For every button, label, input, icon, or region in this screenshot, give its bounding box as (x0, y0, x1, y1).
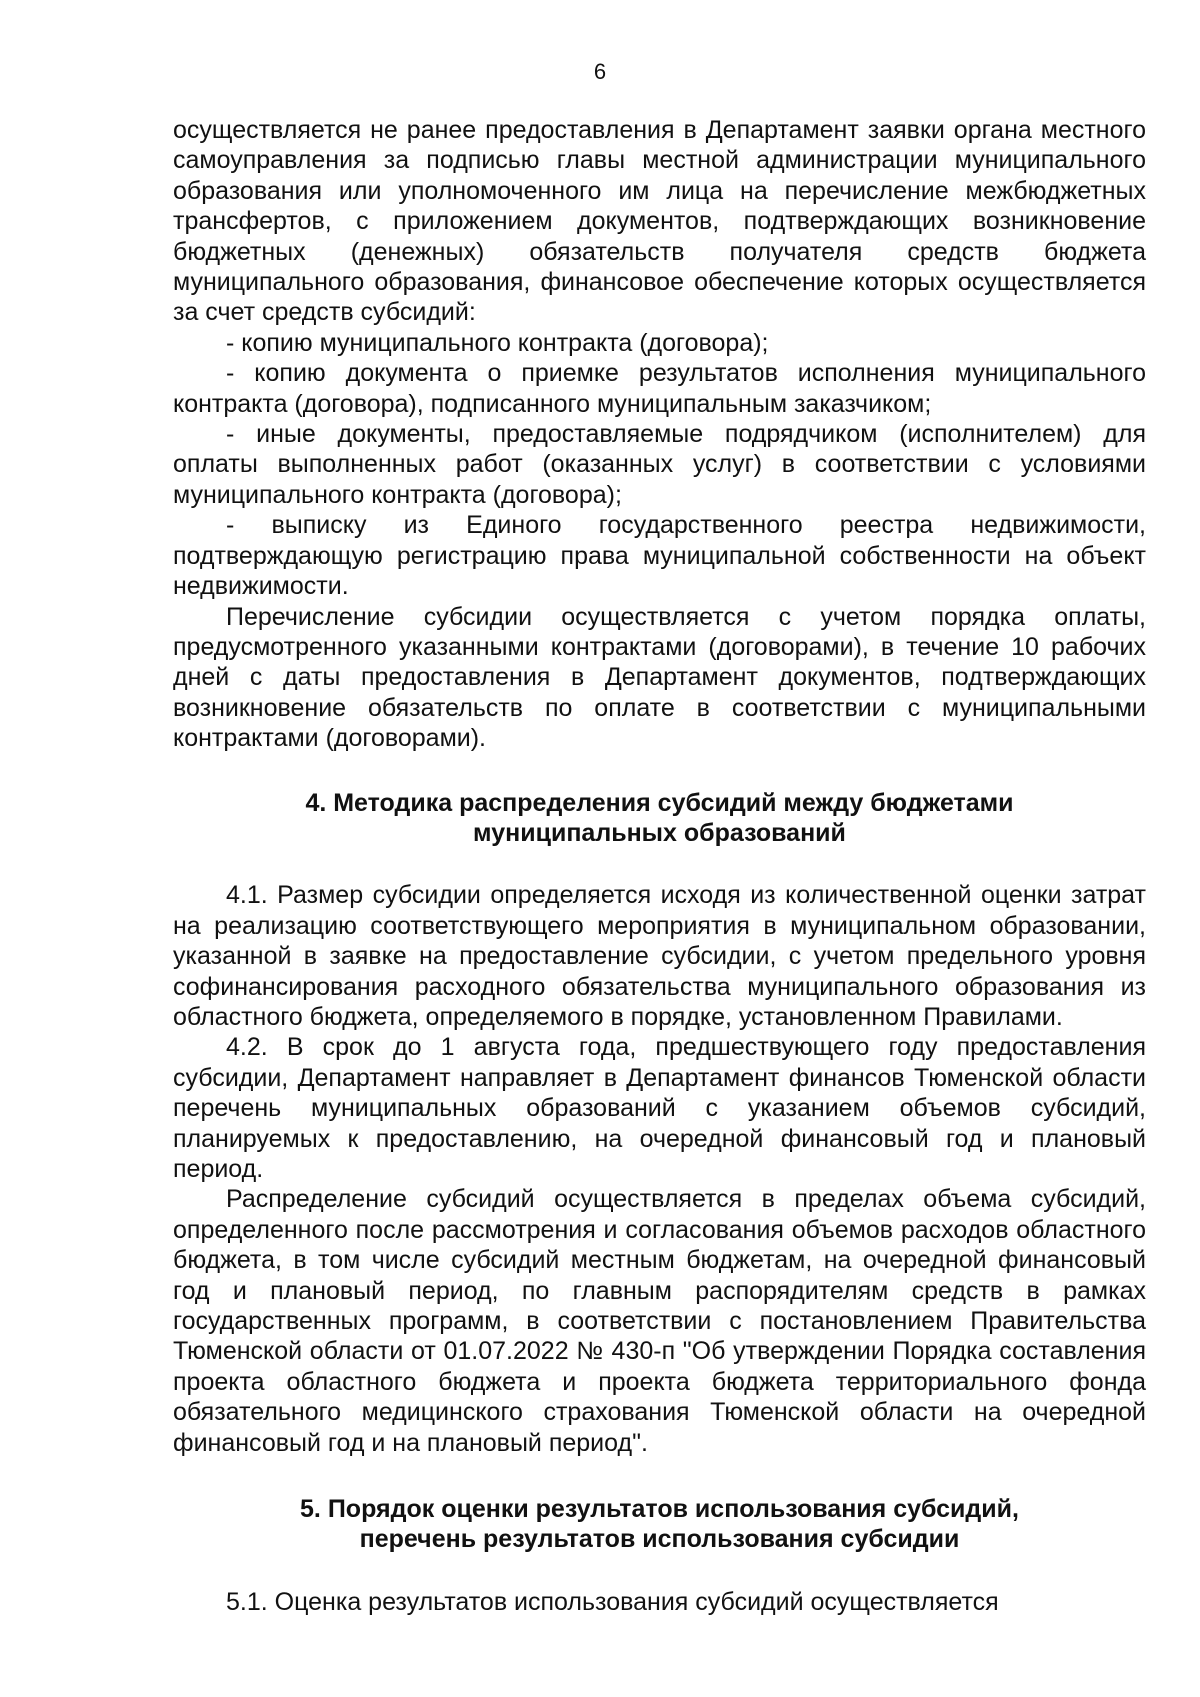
section-heading (173, 788, 1146, 849)
section-heading-line: перечень результатов использования субсидии (359, 1525, 960, 1554)
paragraph: осуществляется не ранее предоставления в Департамент заявки органа местного самоуправления за подписью главы местной администрации муниципального образования или уполномоченного им лица на перечисление межбюджетных трансфертов, с приложением документов, подтверждающих возникновение бюджетных (денежных) обязательств получателя средств бюджета муниципального образования, финансовое обеспечение которых осуществляется за счет средств субсидий: (173, 116, 1146, 327)
paragraph: Перечисление субсидии осуществляется с учетом порядка оплаты, предусмотренного указанными контрактами (договорами), в течение 10 рабочих дней с даты предоставления в Департамент документов, подтверждающих возникновение обязательств по оплате в соответствии с муниципальными контрактами (договорами). (173, 602, 1146, 753)
paragraph: - копию документа о приемке результатов исполнения муниципального контракта (договора), подписанного муниципальным заказчиком; (173, 359, 1146, 418)
page-number: 6 (593, 59, 607, 84)
paragraph: - копию муниципального контракта (договора); (226, 328, 769, 357)
paragraph: 4.1. Размер субсидии определяется исходя из количественной оценки затрат на реализацию соответствующего мероприятия в муниципальном образовании, указанной в заявке на предоставление субсидии, с учетом предельного уровня софинансирования расходного обязательства муниципального образования из областного бюджета, определяемого в порядке, установленном Правилами. (173, 881, 1146, 1031)
section-heading (173, 1494, 1146, 1555)
paragraph: 4.2. В срок до 1 августа года, предшествующего году предоставления субсидии, Департамент направляет в Департамент финансов Тюменской области перечень муниципальных образований с указанием объемов субсидий, планируемых к предоставлению, на очередной финансовый год и плановый период. (173, 1033, 1146, 1183)
paragraph: - выписку из Единого государственного реестра недвижимости, подтверждающую регистрацию права муниципальной собственности на объект недвижимости. (173, 511, 1146, 601)
paragraph: - иные документы, предоставляемые подрядчиком (исполнителем) для оплаты выполненных работ (оказанных услуг) в соответствии с условиями муниципального контракта (договора); (173, 420, 1146, 509)
paragraph: 5.1. Оценка результатов использования субсидий осуществляется (226, 1587, 999, 1616)
section-heading-line: 4. Методика распределения субсидий между бюджетами (305, 788, 1014, 817)
section-heading-line: 5. Порядок оценки результатов использования субсидий, (300, 1495, 1019, 1524)
section-heading-line: муниципальных образований (473, 818, 846, 847)
body-text (173, 115, 1146, 1617)
paragraph: Распределение субсидий осуществляется в пределах объема субсидий, определенного после рассмотрения и согласования объемов расходов областного бюджета, в том числе субсидий местным бюджетам, на очередной финансовый год и плановый период, по главным распорядителям средств в рамках государственных программ, в соответствии с постановлением Правительства Тюменской области от 01.07.2022 № 430-п "Об утверждении Порядка составления проекта областного бюджета и проекта бюджета территориального фонда обязательного медицинского страхования Тюменской области на очередной финансовый год и на плановый период". (173, 1185, 1146, 1457)
